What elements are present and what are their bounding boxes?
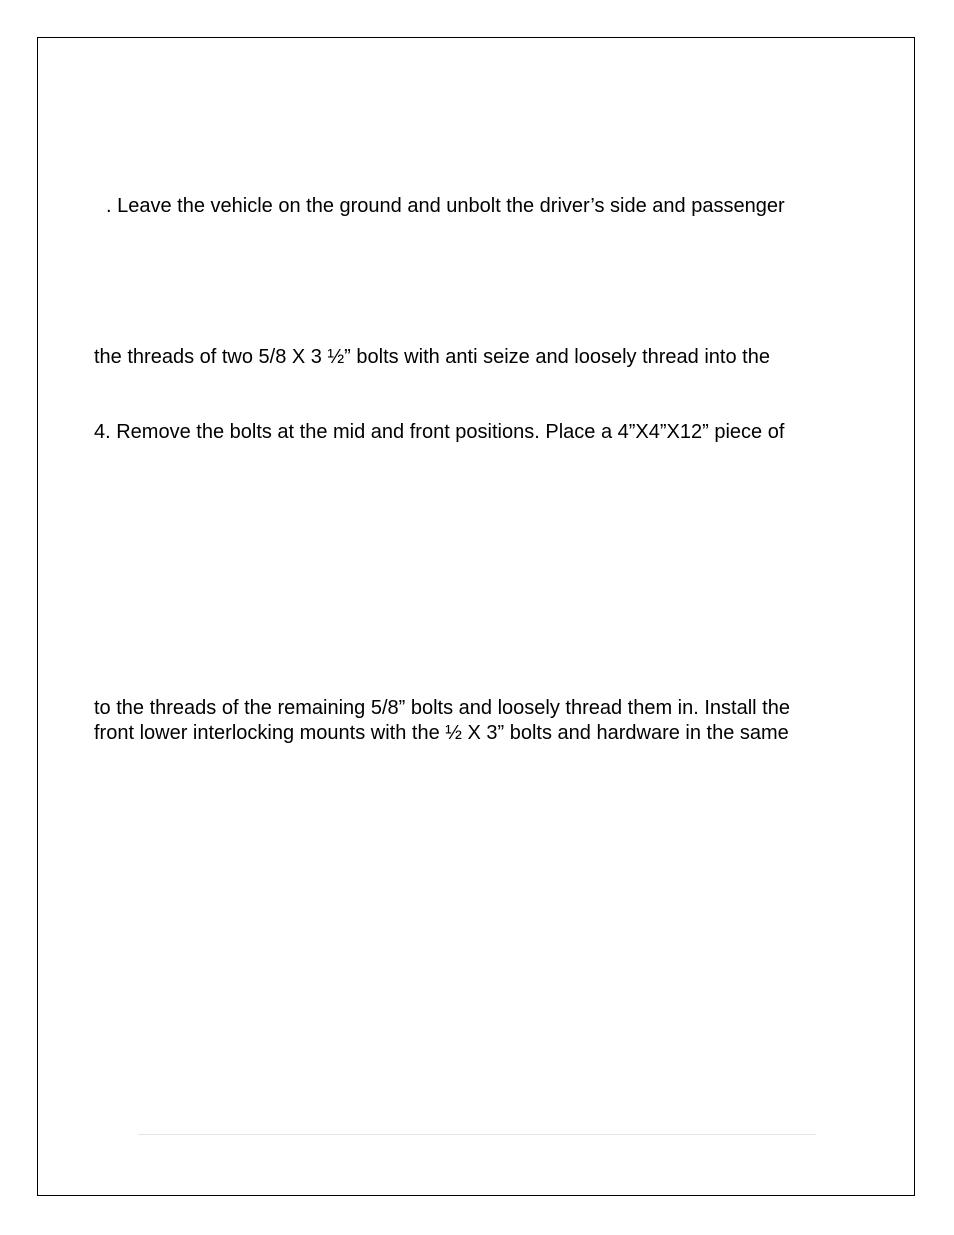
text-line-4: to the threads of the remaining 5/8” bolts and loosely thread them in. Install the <box>94 697 790 719</box>
footer-divider <box>138 1134 816 1135</box>
text-line-3: 4. Remove the bolts at the mid and front positions. Place a 4”X4”X12” piece of <box>94 421 785 443</box>
text-line-2: the threads of two 5/8 X 3 ½” bolts with anti seize and loosely thread into the <box>94 346 770 368</box>
text-line-1: . Leave the vehicle on the ground and unbolt the driver’s side and passenger <box>106 195 785 217</box>
text-line-5: front lower interlocking mounts with the ½ X 3” bolts and hardware in the same <box>94 722 789 744</box>
